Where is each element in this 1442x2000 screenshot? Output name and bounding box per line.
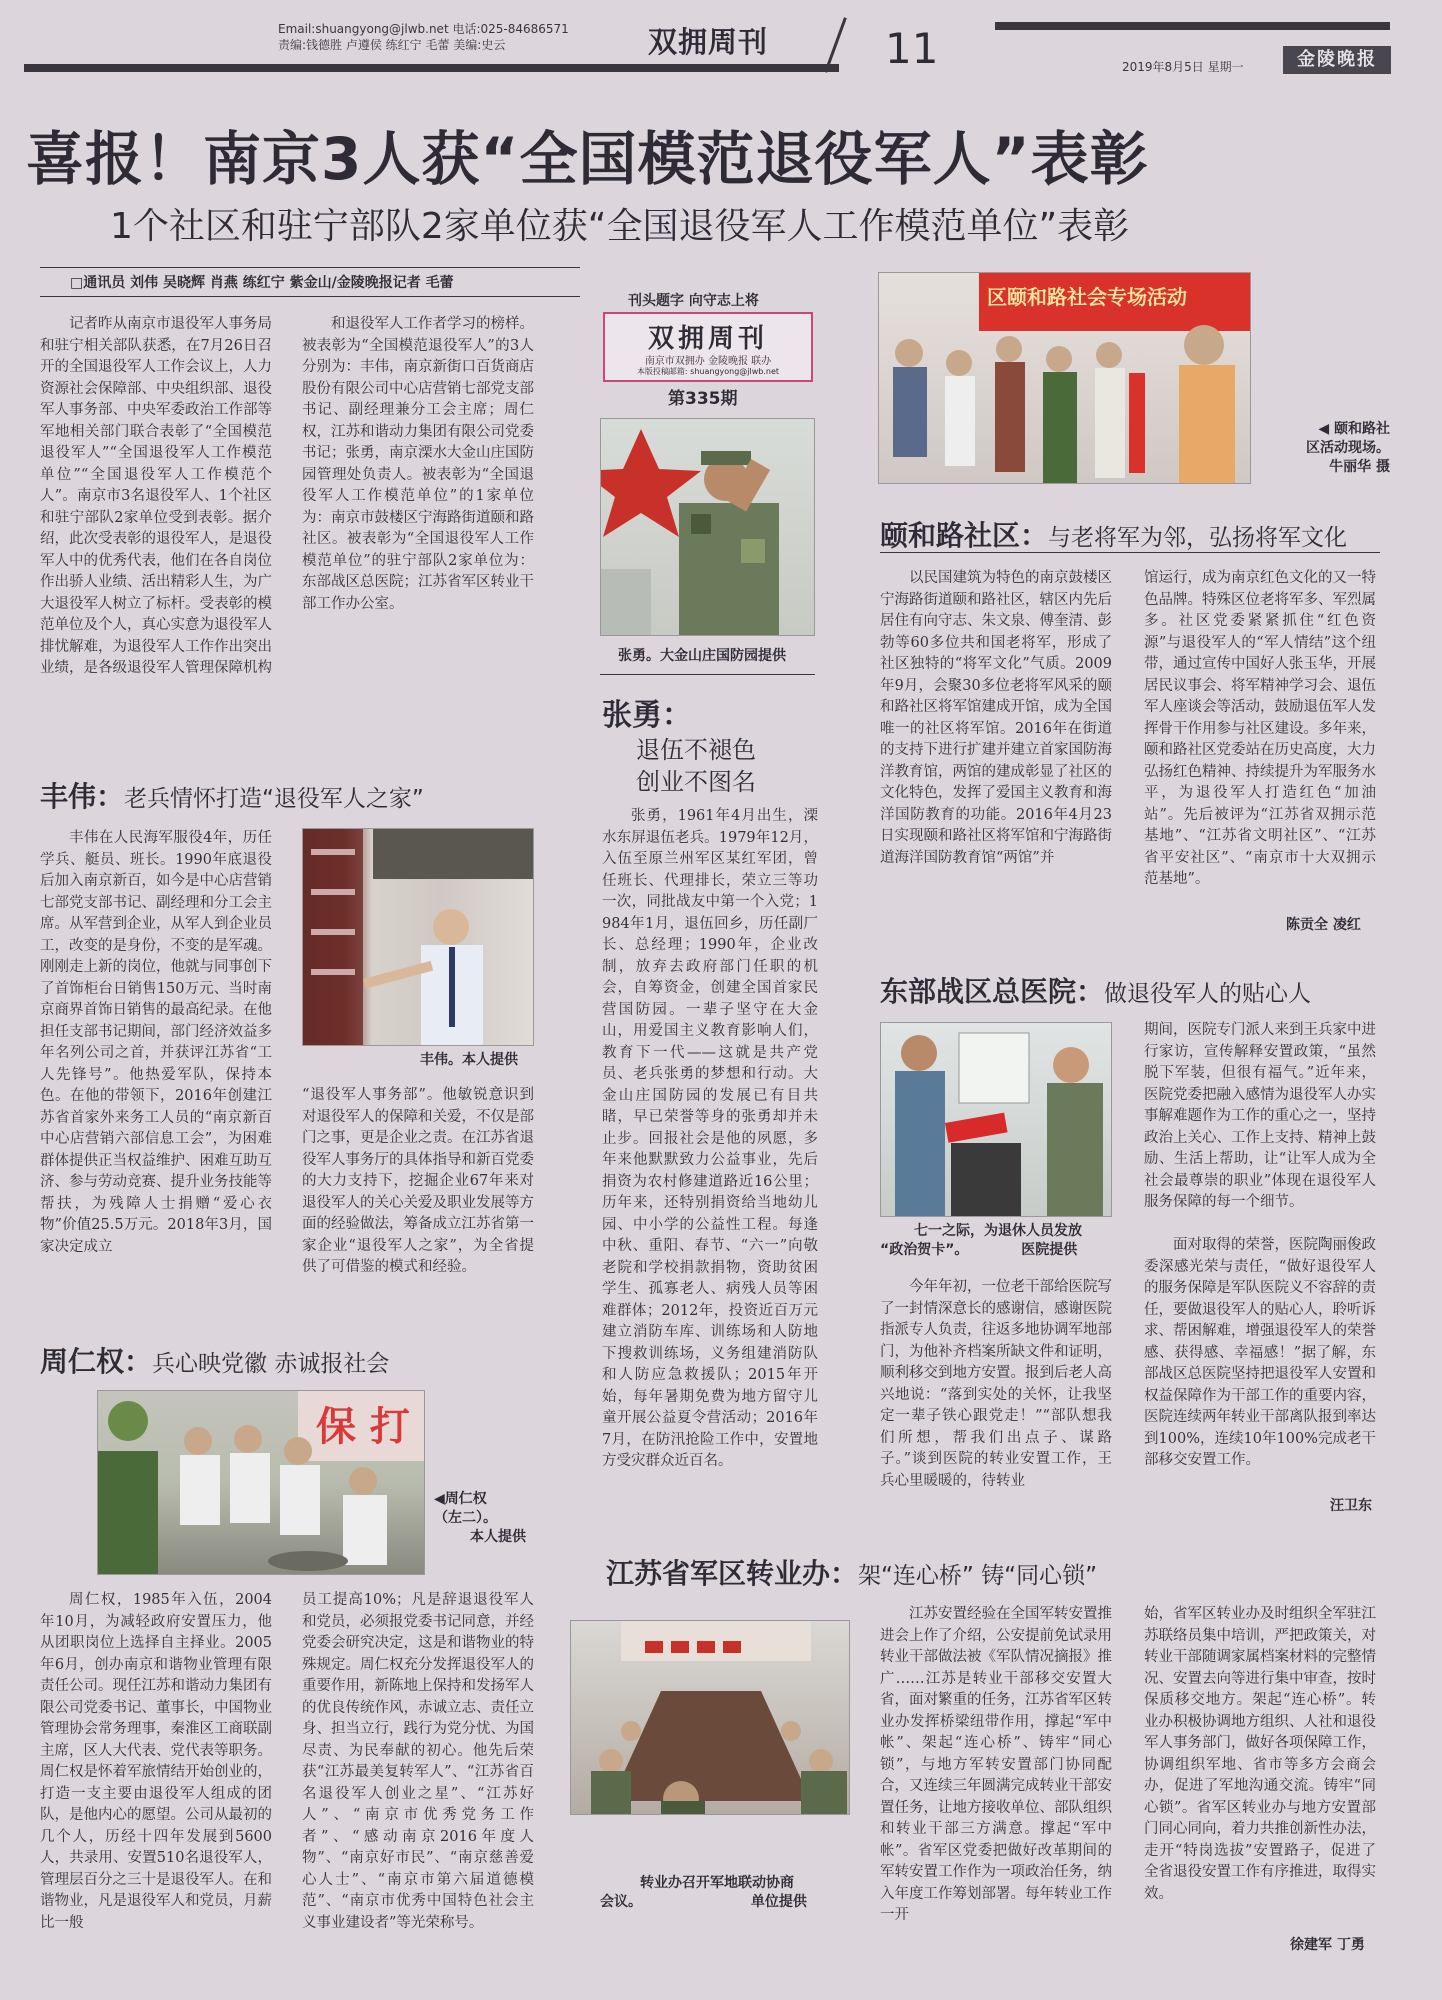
yihelu-photo-caption — [1272, 420, 1390, 477]
hospital-text-1: 期间，医院专门派人来到王兵家中进行家访，宣传解释安置政策，“虽然脱下军装，但很有福气。”近年来，医院党委把融入感情为退役军人办实事解难题作为工作的重心之一，坚持政治上关心、工作上支持、精神上鼓励、生活上帮助，让“让军人成为全社会最尊崇的职业”体现在退役军人服务保障的每一个细节。 — [1144, 1022, 1376, 1210]
masthead-box — [603, 312, 813, 382]
header-editors-line: 责编:钱德胜 卢遵侯 练红宁 毛蕾 美编:史云 — [278, 38, 506, 52]
jiangsu-caption-line-1: 转业办召开军地联动协商 — [640, 1875, 794, 1891]
zhourenquan-title — [40, 1340, 389, 1380]
fengwei-text-2: “退役军人事务部”。他敏锐意识到对退役军人的保障和关爱，不仅是部门之事，更是企业之责。在江苏省退役军人事务厅的具体指导和新百党委的大力支持下，挖掘企业67年来对退役军人的关心关爱及职业发展等方面的经验做法，筹备成立江苏省第一家企业“退役军人之家”，为全省提供了可借鉴的模式和经验。 — [302, 1087, 534, 1275]
zhourenquan-title-name: 周仁权： — [40, 1345, 153, 1378]
fengwei-title-name: 丰伟： — [40, 780, 125, 813]
zhangyong-text: 张勇，1961年4月出生，溧水东屏退伍老兵。1979年12月，入伍至原兰州军区某红军团，曾任班长、代理排长，荣立三等功一次，同批战友中第一个入党；1984年1月，退伍回乡，历任副厂长、总经理；1990年，企业改制，放弃去政府部门任职的机会，自筹资金，创建全国首家民营国防园。一辈子坚守在大金山，用爱国主义教育影响人们，教育下一代——这就是共产党员、老兵张勇的梦想和行动。大金山庄国防园的发展已有目共睹，早已荣誉等身的张勇却并未止步。回报社会是他的夙愿，多年来他默默致力公益事业，先后捐资为农村修建道路近16公里；历年来，还特别捐资给当地幼儿园、中小学的公益性工程。每逢中秋、重阳、春节、“六一”向敬老院和学校捐款捐物，资助贫困学生、孤寡老人、病残人员等困难群体；2012年，投资近百万元建立消防车库、训练场和人防地下搜救训练场，义务组建消防队和人防应急救援队；2015年开始，每年暑期免费为地方留守儿童开展公益夏令营活动；2016年7月，在防汛抢险工作中，安置地方受灾群众近百名。 — [602, 808, 818, 1469]
paper-logo — [1283, 46, 1391, 74]
yihelu-caption-line-3: 牛丽华 摄 — [1329, 459, 1390, 475]
hospital-text-3: 面对取得的荣誉，医院陶丽俊政委深感光荣与责任，“做好退役军人的服务保障是军队医院义不容辞的责任，要做退役军人的贴心人，聆听诉求、帮困解难，增强退役军人的荣誉感、获得感、幸福感！”据了解，东部战区总医院坚持把退役军人安置和权益保障作为干部工作的重要内容，医院连续两年转业干部离队报到率达到100%，连续10年100%完成老干部移交安置工作。 — [1144, 1237, 1376, 1468]
jiangsu-title — [606, 1552, 1097, 1592]
yihelu-title-sub: 与老将军为邻，弘扬将军文化 — [1048, 525, 1348, 551]
zhourenquan-column-1 — [40, 1590, 272, 1958]
yihelu-title-name: 颐和路社区： — [880, 519, 1049, 552]
main-headline: 喜报！南京3人获“全国模范退役军人”表彰 — [26, 125, 1149, 193]
zhourenquan-caption-line-2: （左二）。 — [434, 1510, 497, 1526]
zhourenquan-text-2: 员工提高10%；凡是辞退退役军人和党员，必须报党委书记同意，并经党委会研究决定，这是和谐物业的特殊规定。周仁权充分发挥退役军人的重要作用，新陈地上保持和发扬军人的优良传统作风，赤诚立志、责任立身、担当立行，践行为党分忧、为国尽责、为民奉献的初心。他先后荣获“江苏最美复转军人”、“江苏省百名退役军人创业之星”、“江苏好人”、“南京市优秀党务工作者”、“感动南京2016年度人物”、“南京好市民”、“南京慈善爱心人士”、“南京市第六届道德模范”、“南京市优秀中国特色社会主义事业建设者”等光荣称号。 — [302, 1592, 534, 1931]
jiangsu-photo — [570, 1620, 850, 1815]
hospital-caption-line-3: 医院提供 — [1021, 1242, 1078, 1258]
header-date: 2019年8月5日 星期一 — [1122, 60, 1244, 74]
hospital-title — [880, 970, 1311, 1010]
yihelu-column-1 — [880, 568, 1112, 938]
hospital-column-1 — [1144, 1020, 1376, 1230]
masthead-title: 双拥周刊 — [647, 324, 768, 354]
jiangsu-caption-line-2: 会议。 — [600, 1894, 642, 1910]
header-rule-left — [24, 64, 839, 72]
zhangyong-photo — [600, 418, 815, 636]
page-number: 11 — [885, 24, 939, 73]
masthead-contact: 本版投稿邮箱: shuangyong@jlwb.net — [636, 367, 780, 376]
yihelu-photo — [878, 272, 1251, 484]
yihelu-photo-banner: 区颐和路社会专场活动 — [987, 285, 1187, 309]
yihelu-text-1: 以民国建筑为特色的南京鼓楼区宁海路街道颐和路社区，辖区内先后居住有向守志、朱文泉、傅奎清、彭勃等60多位共和国老将军，形成了社区独特的“将军文化”气质。2009年9月，会聚30多位老将军风采的颐和路社区将军馆建成开馆，成为全国唯一的社区将军馆。2016年在街道的支持下进行扩建并建立首家国防海洋教育馆，两馆的建成彰显了社区的文化特色，发挥了爱国主义教育和海洋国防教育的功能。2016年4月23日实现颐和路社区将军馆和宁海路街道海洋国防教育馆“两馆”并 — [880, 570, 1112, 866]
zhangyong-title-line-1: 退伍不褪色 — [636, 736, 756, 764]
fengwei-photo-graphic — [303, 829, 534, 1046]
zhangyong-caption-rule — [600, 674, 815, 675]
hospital-caption-line-2: “政治贺卡”。 — [880, 1242, 969, 1258]
jiangsu-photo-caption — [600, 1874, 840, 1912]
yihelu-signature: 陈贡全 凌红 — [1286, 917, 1361, 933]
zhangyong-photo-caption: 张勇。大金山庄国防园提供 — [618, 648, 786, 664]
header-email-line: Email:shuangyong@jlwb.net 电话:025-84686571 — [278, 22, 569, 36]
sub-headline: 1个社区和驻宁部队2家单位获“全国退役军人工作模范单位”表彰 — [110, 206, 1130, 247]
masthead-partners: 南京市双拥办 金陵晚报 联办 — [644, 356, 772, 367]
hospital-caption-line-1: 七一之际，为退休人员发放 — [914, 1223, 1082, 1239]
byline: □通讯员 刘伟 吴晓辉 肖燕 练红宁 紫金山/金陵晚报记者 毛蕾 — [70, 275, 454, 291]
jiangsu-column-1 — [880, 1604, 1112, 1956]
masthead-calligraphy-credit: 刊头题字 向守志上将 — [628, 293, 759, 309]
jiangsu-title-name: 江苏省军区转业办： — [606, 1557, 859, 1590]
zhangyong-column — [602, 806, 818, 1511]
fengwei-title-sub: 老兵情怀打造“退役军人之家” — [124, 786, 424, 812]
intro-text-2: 和退役军人工作者学习的榜样。被表彰为“全国模范退役军人”的3人分别为：丰伟，南京新街口百货商店股份有限公司中心店营销七部党支部书记、副经理兼分工会主席；周仁权，江苏和谐动力集团有限公司党委书记；张勇，南京溧水大金山庄国防园管理处负责人。被表彰为“全国退役军人工作模范单位”的1家单位为：南京市鼓楼区宁海路街道颐和路社区。被表彰为“全国退役军人工作模范单位”的驻宁部队2家单位为：东部战区总医院；江苏省军区转业干部工作办公室。 — [302, 316, 534, 612]
jiangsu-text-1: 江苏安置经验在全国军转安置推进会上作了介绍，公安提前免试录用转业干部做法被《军队情况摘报》推广……江苏是转业干部移交安置大省，面对繁重的任务，江苏省军区转业办发挥桥梁纽带作用，撑起“军中帐”、架起“连心桥”、铸牢“同心锁”，与地方军转安置部门协同配合，又连续三年圆满完成转业干部安置任务，让地方接收单位、部队组织和转业干部三方满意。撑起“军中帐”。省军区党委把做好改革期间的军转安置工作作为一项政治任务，纳入年度工作筹划部署。每年转业工作一开 — [880, 1606, 1112, 1923]
zhourenquan-photo — [97, 1390, 425, 1575]
hospital-signature: 汪卫东 — [1330, 1498, 1372, 1514]
jiangsu-signature: 徐建军 丁勇 — [1290, 1937, 1365, 1953]
yihelu-column-2 — [1144, 568, 1376, 938]
header-rule-right — [995, 22, 1390, 30]
hospital-text-2: 今年年初，一位老干部给医院写了一封情深意长的感谢信，感谢医院指派专人负责，往返多地协调军地部门，为他补齐档案所缺文件和证明，顺利移交到地方安置。报到后老人高兴地说：“落到实处的关怀，让我坚定一辈子铁心跟党走！”“部队想我们所想，帮我们出点子、谋路子。”谈到医院的转业安置工作，王兵心里暖暖的，待转业 — [880, 1279, 1112, 1489]
fengwei-photo — [302, 828, 534, 1046]
hospital-column-2 — [880, 1277, 1112, 1517]
jiangsu-column-2 — [1144, 1604, 1376, 1934]
fengwei-text-1: 丰伟在人民海军服役4年，历任学兵、艇员、班长。1990年底退役后加入南京新百，如今是中心店营销七部党支部书记、副经理和分工会主席。从军营到企业，从军人到企业员工，改变的是身份，不变的是军魂。刚刚走上新的岗位，他就与同事创下了首饰柜台日销售150万元、当时南京商界首饰日销售的最高纪录。在他担任支部书记期间，部门经济效益多年名列公司之首，并获评江苏省“工人先锋号”。他热爱军队，保持本色。在他的带领下，2016年创建江苏省首家外来务工人员的“南京新百中心店营销六部信息工会”，为困难群体提供正当权益维护、困难互助互济、参与劳动竞赛、提升业务技能等帮扶，为残障人士捐赠“爱心衣物”价值25.5万元。2018年3月，国家决定成立 — [40, 830, 272, 1255]
intro-column-2 — [302, 314, 534, 729]
fengwei-column-2 — [302, 1085, 534, 1303]
zhangyong-title-line-2: 创业不图名 — [636, 768, 756, 796]
fengwei-photo-caption: 丰伟。本人提供 — [420, 1052, 518, 1068]
hospital-photo-caption — [880, 1222, 1112, 1260]
hospital-title-sub: 做退役军人的贴心人 — [1104, 981, 1312, 1007]
yihelu-caption-line-2: 区活动现场。 — [1306, 440, 1390, 456]
zhourenquan-column-2 — [302, 1590, 534, 1958]
yihelu-text-2: 馆运行，成为南京红色文化的又一特色品牌。特殊区位老将军多、军烈属多。社区党委紧紧抓住“红色资源”与退役军人的“军人情结”这个纽带，通过宣传中国好人张玉华，开展居民议事会、将军精神学习会、退伍军人座谈会等活动，鼓励退伍军人发挥骨干作用参与社区建设。多年来，颐和路社区党委站在历史高度，大力弘扬红色精神、持续提升为军服务水平，为退役军人打造红色“加油站”。先后被评为“江苏省双拥示范基地”、“江苏省文明社区”、“江苏省平安社区”、“南京市十大双拥示范基地”。 — [1144, 570, 1376, 887]
column-title: 双拥周刊 — [648, 25, 769, 59]
zhangyong-title-name: 张勇： — [602, 698, 692, 733]
jiangsu-text-2: 始，省军区转业办及时组织全军驻江苏联络员集中培训，严把政策关，对转业干部随调家属档案材料的完整情况、安置去向等进行集中审查，按时保质移交地方。架起“连心桥”。转业办积极协调地方组织、人社和退役军人事务部门，做好各项保障工作，协调组织军地、省市等多方会商会办，促进了军地沟通交流。铸牢“同心锁”。省军区转业办与地方安置部门同心同向，着力共推创新性办法，走开“特岗选拔”安置路子，促进了全省退役安置工作有序推进，取得实效。 — [1144, 1606, 1376, 1902]
jiangsu-photo-graphic — [571, 1621, 850, 1815]
zhourenquan-caption-line-1: ◀周仁权 — [434, 1491, 487, 1507]
jiangsu-caption-line-3: 单位提供 — [750, 1894, 807, 1910]
hospital-photo — [880, 1022, 1112, 1217]
hospital-title-name: 东部战区总医院： — [880, 975, 1105, 1008]
jiangsu-title-sub: 架“连心桥” 铸“同心锁” — [858, 1563, 1097, 1589]
intro-text-1: 记者昨从南京市退役军人事务局和驻宁相关部队获悉，在7月26日召开的全国退役军人工作会议上，人力资源社会保障部、中央组织部、退役军人事务部、中央军委政治工作部等军地相关部门联合表彰了“全国模范退役军人”“全国退役军人工作模范单位”“全国退役军人工作模范个人”。南京市3名退役军人、1个社区和驻宁部队2家单位受到表彰。据介绍，此次受表彰的退役军人，是退役军人中的优秀代表，他们在各自岗位作出骄人业绩、活出精彩人生，为广大退役军人树立了标杆。受表彰的模范单位及个人，真心实意为退役军人排忧解难，为退役军人工作作出突出业绩，是各级退役军人管理保障机构 — [40, 316, 272, 676]
zhourenquan-caption-line-3: 本人提供 — [470, 1529, 526, 1545]
hospital-column-3 — [1144, 1235, 1376, 1517]
zhourenquan-photo-sign: 保 打 — [316, 1404, 410, 1450]
yihelu-title — [880, 514, 1347, 554]
masthead-issue: 第335期 — [668, 389, 738, 409]
paper-logo-text: 金陵晚报 — [1297, 49, 1377, 70]
fengwei-title — [40, 775, 424, 815]
intro-column-1 — [40, 314, 272, 729]
fengwei-column-1 — [40, 828, 272, 1303]
zhangyong-photo-graphic — [601, 419, 815, 636]
zhourenquan-title-sub: 兵心映党徽 赤诚报社会 — [152, 1351, 390, 1377]
zhourenquan-text-1: 周仁权，1985年入伍，2004年10月，为减轻政府安置压力，他从团职岗位上选择自主择业。2005年6月，创办南京和谐物业管理有限责任公司。现任江苏和谐动力集团有限公司党委书记、董事长，中国物业管理协会常务理事，秦淮区工商联副主席，区人大代表、党代表等职务。周仁权是怀着军旅情结开始创业的，打造一支主要由退役军人组成的团队，是他内心的愿望。公司从最初的几个人，历经十四年发展到5600人，共录用、安置510名退役军人，管理层百分之三十是退役军人。在和谐物业，凡是退役军人和党员，月薪比一般 — [40, 1592, 272, 1931]
yihelu-title-rule — [880, 552, 1380, 553]
hospital-photo-graphic — [881, 1023, 1112, 1217]
yihelu-caption-line-1: ◀ 颐和路社 — [1318, 421, 1390, 437]
byline-rule-bottom — [40, 296, 580, 297]
byline-rule — [40, 267, 580, 268]
zhourenquan-photo-caption — [434, 1490, 539, 1547]
